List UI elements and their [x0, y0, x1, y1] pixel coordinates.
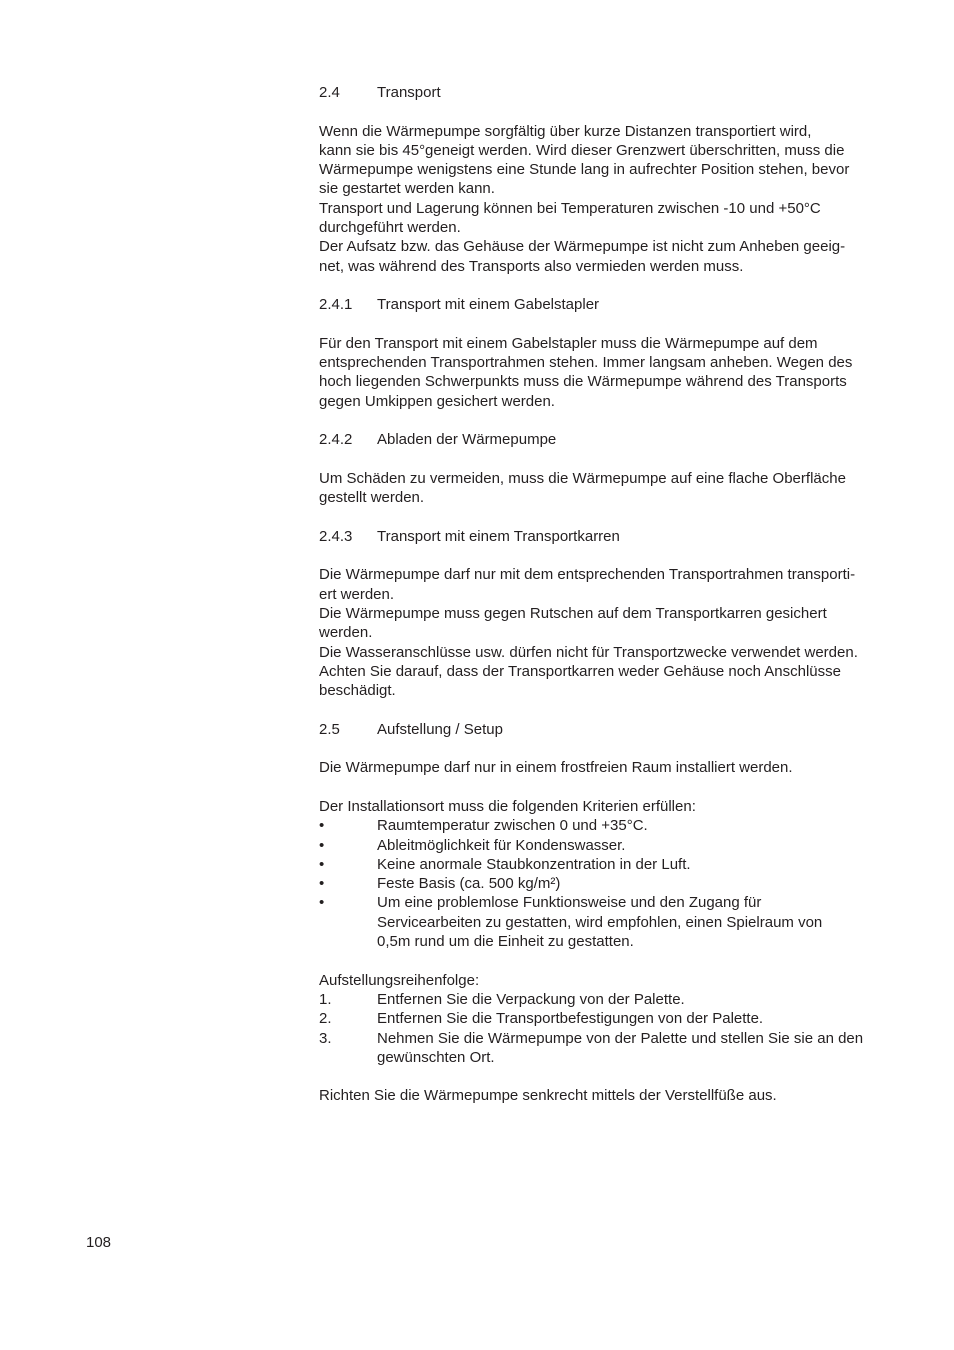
text-line: entsprechenden Transportrahmen stehen. Immer langsam anheben. Wegen des: [319, 354, 853, 372]
list-item: [319, 836, 909, 855]
paragraph-closing: [319, 1086, 909, 1105]
text-line: hoch liegenden Schwerpunkts muss die Wärmepumpe während des Transports: [319, 373, 847, 391]
text-line: gegen Umkippen gesichert werden.: [319, 392, 555, 410]
text-line: ert werden.: [319, 585, 395, 603]
text-line: gewünschten Ort.: [377, 1048, 495, 1066]
text-line: Für den Transport mit einem Gabelstapler muss die Wärmepumpe auf dem: [319, 334, 818, 352]
text-line: Um Schäden zu vermeiden, muss die Wärmepumpe auf eine flache Oberfläche: [319, 469, 846, 487]
text-line: Wenn die Wärmepumpe sorgfältig über kurze Distanzen transportiert wird,: [319, 122, 812, 140]
text-line: Die Wasseranschlüsse usw. dürfen nicht für Transportzwecke verwendet werden.: [319, 643, 858, 661]
criteria-heading: [319, 797, 909, 816]
criteria-list: [319, 816, 909, 951]
text-line: durchgeführt werden.: [319, 219, 461, 237]
text-line: Raumtemperatur zwischen 0 und +35°C.: [377, 817, 648, 835]
text-line: Achten Sie darauf, dass der Transportkarren weder Gehäuse noch Anschlüsse: [319, 662, 841, 680]
text-line: sie gestartet werden kann.: [319, 180, 495, 198]
text-line: Richten Sie die Wärmepumpe senkrecht mittels der Verstellfüße aus.: [319, 1087, 777, 1105]
section-heading-2-5: [319, 720, 909, 739]
text-line: 0,5m rund um die Einheit zu gestatten.: [377, 933, 634, 951]
section-number: 2.4.3: [319, 527, 353, 545]
list-item: [319, 816, 909, 835]
section-title: Transport mit einem Transportkarren: [377, 527, 620, 545]
bullet-marker: •: [319, 817, 325, 835]
bullet-marker: •: [319, 894, 325, 912]
section-heading-2-4-1: [319, 295, 909, 314]
text-line: Entfernen Sie die Transportbefestigungen von der Palette.: [377, 1010, 764, 1028]
text-line: Aufstellungsreihenfolge:: [319, 971, 480, 989]
text-line: kann sie bis 45°geneigt werden. Wird dieser Grenzwert überschritten, muss die: [319, 141, 845, 159]
paragraph-abladen: [319, 469, 909, 508]
section-title: Transport mit einem Gabelstapler: [377, 296, 600, 314]
section-number: 2.4.1: [319, 296, 353, 314]
section-number: 2.4.2: [319, 431, 353, 449]
text-line: Die Wärmepumpe darf nur in einem frostfreien Raum installiert werden.: [319, 759, 793, 777]
steps-list: [319, 990, 909, 1067]
section-title: Aufstellung / Setup: [377, 720, 503, 738]
page-content: [319, 83, 909, 1106]
bullet-marker: •: [319, 855, 325, 873]
text-line: Der Installationsort muss die folgenden Kriterien erfüllen:: [319, 797, 696, 815]
text-line: Servicearbeiten zu gestatten, wird empfohlen, einen Spielraum von: [377, 913, 823, 931]
paragraph-transportkarren: [319, 565, 909, 700]
section-number: 2.4: [319, 84, 340, 101]
step-number: 2.: [319, 1010, 332, 1028]
text-line: beschädigt.: [319, 682, 396, 700]
text-line: Der Aufsatz bzw. das Gehäuse der Wärmepumpe ist nicht zum Anheben geeig-: [319, 238, 846, 256]
text-line: Ableitmöglichkeit für Kondenswasser.: [377, 836, 626, 854]
section-title: Abladen der Wärmepumpe: [377, 431, 557, 449]
text-line: Keine anormale Staubkonzentration in der Luft.: [377, 855, 691, 873]
text-line: Nehmen Sie die Wärmepumpe von der Palette und stellen Sie sie an den: [377, 1029, 864, 1047]
bullet-marker: •: [319, 836, 325, 854]
text-line: Um eine problemlose Funktionsweise und den Zugang für: [377, 894, 762, 912]
step-number: 3.: [319, 1029, 332, 1047]
steps-heading: [319, 971, 909, 990]
text-line: net, was während des Transports also vermieden werden muss.: [319, 257, 744, 275]
list-item: [319, 990, 909, 1009]
list-item: [319, 855, 909, 874]
section-heading-2-4-3: [319, 527, 909, 546]
text-line: Wärmepumpe wenigstens eine Stunde lang in aufrechter Position stehen, bevor: [319, 161, 850, 179]
list-item: [319, 893, 909, 951]
section-title: Transport: [377, 84, 441, 101]
text-line: Die Wärmepumpe muss gegen Rutschen auf dem Transportkarren gesichert: [319, 605, 827, 623]
text-line: Transport und Lagerung können bei Temperaturen zwischen -10 und +50°C: [319, 199, 821, 217]
list-item: [319, 1029, 909, 1068]
paragraph-gabelstapler: [319, 334, 909, 411]
text-line: gestellt werden.: [319, 489, 425, 507]
text-line: Feste Basis (ca. 500 kg/m²): [377, 875, 561, 893]
section-number: 2.5: [319, 720, 340, 738]
section-heading-2-4: [319, 83, 909, 102]
list-item: [319, 874, 909, 893]
step-number: 1.: [319, 990, 332, 1008]
section-heading-2-4-2: [319, 430, 909, 449]
paragraph-aufstellung-intro: [319, 758, 909, 777]
text-line: Die Wärmepumpe darf nur mit dem entsprechenden Transportrahmen transporti-: [319, 566, 856, 584]
bullet-marker: •: [319, 875, 325, 893]
text-line: Entfernen Sie die Verpackung von der Palette.: [377, 990, 685, 1008]
text-line: werden.: [319, 624, 373, 642]
page-number: 108: [86, 1234, 112, 1251]
paragraph-transport: [319, 122, 909, 276]
list-item: [319, 1009, 909, 1028]
